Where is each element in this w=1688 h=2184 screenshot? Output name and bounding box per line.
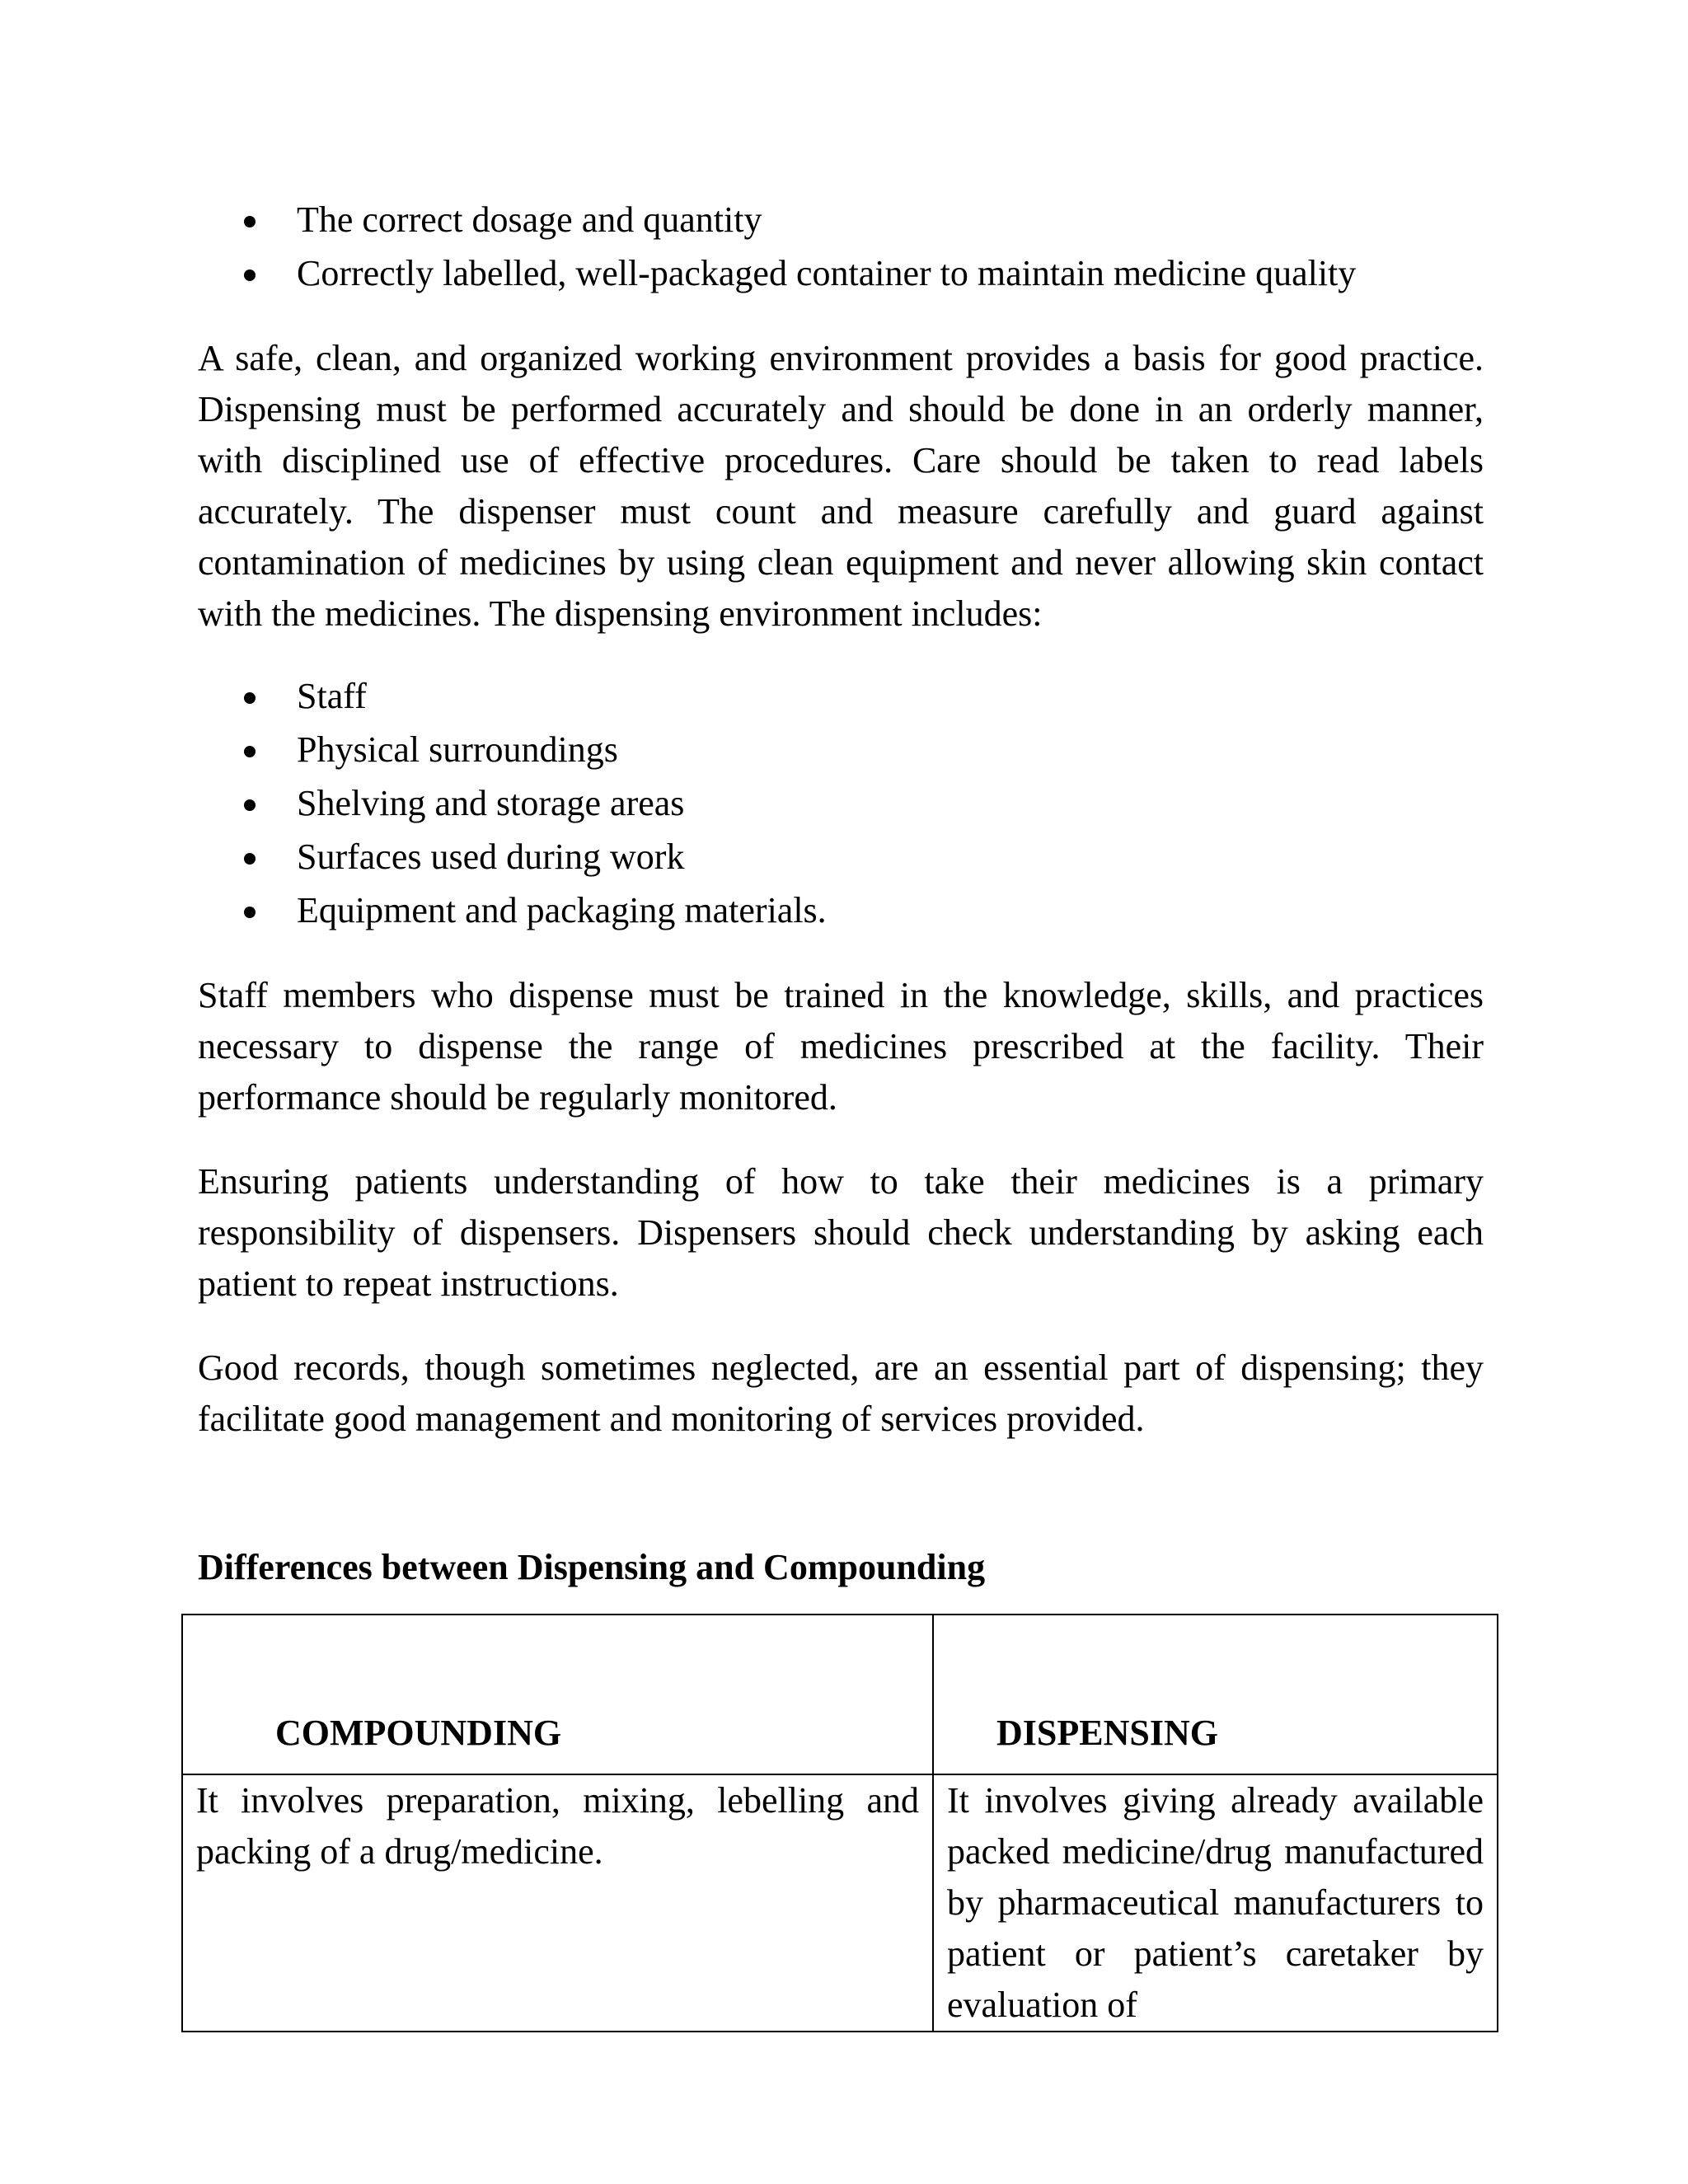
comparison-table bbox=[181, 1614, 1498, 2032]
list-item: Correctly labelled, well-packaged container to maintain medicine quality bbox=[198, 248, 1484, 302]
environment-bullet-list bbox=[198, 671, 1484, 939]
table-row bbox=[182, 1774, 1498, 2032]
bullet-icon bbox=[244, 216, 256, 227]
paragraph-records: Good records, though sometimes neglected, are an essential part of dispensing; they facilitate good management and monitoring of services provided. bbox=[198, 1347, 1484, 1439]
top-bullet-list bbox=[198, 194, 1484, 302]
document-body bbox=[198, 194, 1484, 1593]
list-item: Surfaces used during work bbox=[198, 832, 1484, 885]
table-cell-compounding: It involves preparation, mixing, lebelling and packing of a drug/medicine. bbox=[182, 1774, 933, 2032]
section-heading: Differences between Dispensing and Compounding bbox=[198, 1547, 986, 1587]
list-item: The correct dosage and quantity bbox=[198, 194, 1484, 248]
table-cell-dispensing: It involves giving already available packed medicine/drug manufactured by pharmaceutical manufacturers to patient or patient’s caretaker by evaluation of bbox=[933, 1774, 1498, 2032]
list-item: Physical surroundings bbox=[198, 724, 1484, 778]
column-header-dispensing: DISPENSING bbox=[933, 1615, 1498, 1774]
bullet-icon bbox=[244, 746, 256, 757]
paragraph-environment: A safe, clean, and organized working environment provides a basis for good practice. Dispensing must be performed accurately and should be done in an orderly manner, with disciplined use of effective procedures. Care should be taken to read labels accurately. The dispenser must count and measure carefully and guard against contamination of medicines by using clean equipment and never allowing skin contact with the medicines. The dispensing environment includes: bbox=[198, 338, 1484, 634]
bullet-icon bbox=[244, 269, 256, 281]
table-header-row bbox=[182, 1615, 1498, 1774]
column-header-compounding: COMPOUNDING bbox=[182, 1615, 933, 1774]
list-item: Equipment and packaging materials. bbox=[198, 885, 1484, 939]
bullet-icon bbox=[244, 853, 256, 865]
list-item: Staff bbox=[198, 671, 1484, 724]
paragraph-staff: Staff members who dispense must be trained in the knowledge, skills, and practices necessary to dispense the range of medicines prescribed at the facility. Their performance should be regularly monitored. bbox=[198, 975, 1484, 1118]
bullet-icon bbox=[244, 692, 256, 704]
bullet-icon bbox=[244, 799, 256, 811]
list-item: Shelving and storage areas bbox=[198, 778, 1484, 832]
paragraph-patients: Ensuring patients understanding of how to take their medicines is a primary responsibility of dispensers. Dispensers should check understanding by asking each patient to repeat instructions. bbox=[198, 1161, 1484, 1304]
bullet-icon bbox=[244, 907, 256, 918]
